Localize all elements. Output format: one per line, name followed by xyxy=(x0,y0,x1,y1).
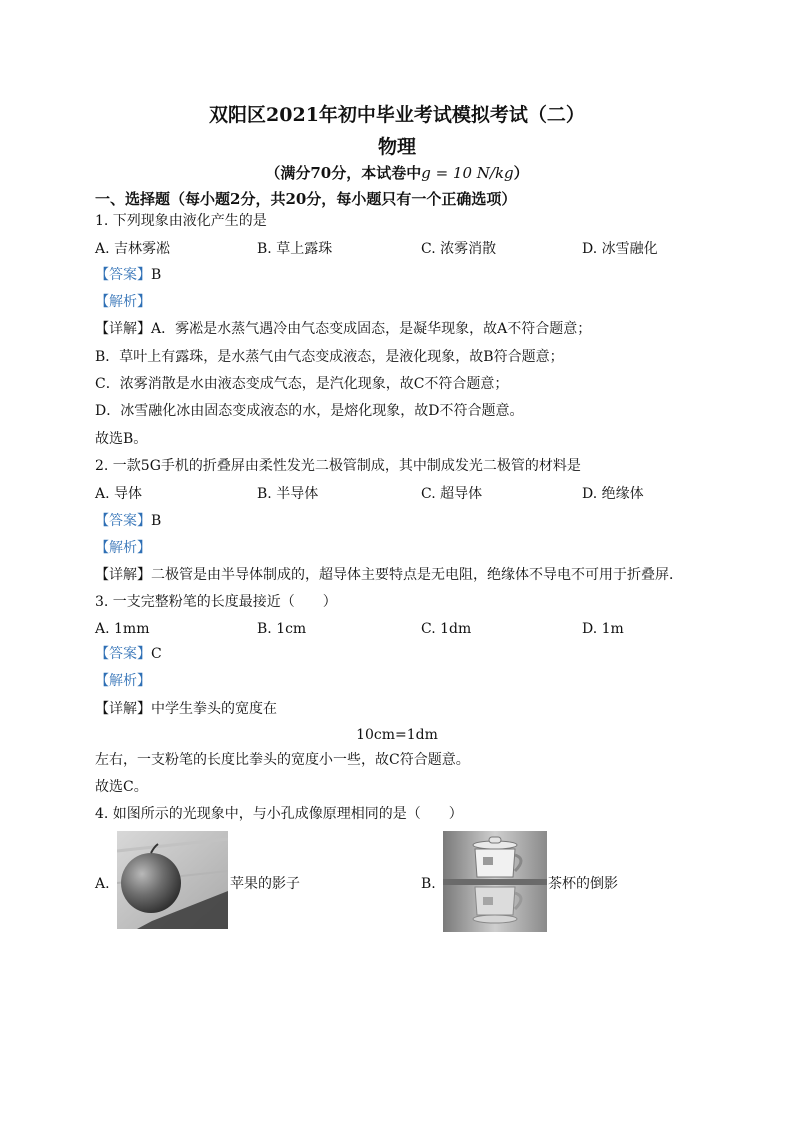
detail-text: A．雾凇是水蒸气遇冷由气态变成固态，是凝华现象，故A不符合题意； xyxy=(151,321,592,337)
q3-option-a: A. 1mm xyxy=(95,621,150,637)
detail-text: 二极管是由半导体制成的，超导体主要特点是无电阻，绝缘体不导电不可用于折叠屏． xyxy=(151,567,683,583)
q3-option-c: C. 1dm xyxy=(421,621,472,637)
detail-tag: 【详解】 xyxy=(95,567,151,583)
q3-option-d: D. 1m xyxy=(582,621,624,637)
q2-option-d: D. 绝缘体 xyxy=(582,486,644,502)
q2-option-a: A. 导体 xyxy=(95,486,143,502)
q1-detail-line-2: B．草叶上有露珠，是水蒸气由气态变成液态，是液化现象，故B符合题意； xyxy=(95,349,564,365)
answer-tag: 【答案】 xyxy=(95,646,151,662)
q1-option-c: C. 浓雾消散 xyxy=(421,241,497,257)
exam-note xyxy=(0,162,794,183)
q2-detail xyxy=(95,566,683,584)
note-formula: g = 10 N/kg xyxy=(421,164,514,182)
q3-analysis-tag: 【解析】 xyxy=(95,673,151,689)
q2-analysis-tag: 【解析】 xyxy=(95,540,151,556)
answer-tag: 【答案】 xyxy=(95,513,151,529)
answer-tag: 【答案】 xyxy=(95,267,151,283)
q3-option-b: B. 1cm xyxy=(257,621,307,637)
q1-answer xyxy=(95,266,161,284)
q1-analysis-tag: 【解析】 xyxy=(95,294,151,310)
q1-conclusion: 故选B。 xyxy=(95,431,148,447)
section-heading: 一、选择题（每小题2分，共20分，每小题只有一个正确选项） xyxy=(95,190,517,208)
q4-option-a-letter: A. xyxy=(95,876,110,892)
q1-option-b: B. 草上露珠 xyxy=(257,241,333,257)
note-prefix: （满分70分，本试卷中 xyxy=(265,164,422,182)
q3-conclusion: 故选C。 xyxy=(95,779,148,795)
q4-option-a-caption: 苹果的影子 xyxy=(230,876,300,892)
q2-option-c: C. 超导体 xyxy=(421,486,483,502)
answer-value: B xyxy=(151,513,162,529)
q2-option-b: B. 半导体 xyxy=(257,486,319,502)
q3-stem: 3. 一支完整粉笔的长度最接近（ ） xyxy=(95,594,337,610)
q2-stem: 2. 一款5G手机的折叠屏由柔性发光二极管制成，其中制成发光二极管的材料是 xyxy=(95,458,581,474)
detail-tag: 【详解】 xyxy=(95,321,151,337)
detail-tag: 【详解】 xyxy=(95,701,151,717)
apple-shadow-image xyxy=(117,831,228,929)
q3-formula: 10cm=1dm xyxy=(356,727,438,743)
teacup-reflection-photo xyxy=(443,831,547,932)
exam-title: 双阳区2021年初中毕业考试模拟考试（二） xyxy=(209,104,585,126)
q1-stem: 1. 下列现象由液化产生的是 xyxy=(95,213,267,229)
q3-answer xyxy=(95,645,162,663)
q1-detail-line-4: D．冰雪融化冰由固态变成液态的水，是熔化现象，故D不符合题意。 xyxy=(95,403,524,419)
teacup-reflection-image xyxy=(443,831,547,932)
q2-answer xyxy=(95,512,161,530)
q1-option-a: A. 吉林雾凇 xyxy=(95,241,171,257)
q4-stem: 4. 如图所示的光现象中，与小孔成像原理相同的是（ ） xyxy=(95,806,463,822)
q4-option-b-letter: B. xyxy=(421,876,436,892)
q3-detail-2: 左右，一支粉笔的长度比拳头的宽度小一些，故C符合题意。 xyxy=(95,752,470,768)
detail-text: 中学生拳头的宽度在 xyxy=(151,701,277,717)
apple-shadow-photo xyxy=(117,831,228,929)
q1-option-d: D. 冰雪融化 xyxy=(582,241,658,257)
q1-detail-line-3: C．浓雾消散是水由液态变成气态，是汽化现象，故C不符合题意； xyxy=(95,376,509,392)
q1-detail-line-1 xyxy=(95,320,591,338)
note-suffix: ） xyxy=(513,164,529,182)
subject-title: 物理 xyxy=(377,136,416,158)
answer-value: B xyxy=(151,267,162,283)
q4-option-b-caption: 茶杯的倒影 xyxy=(548,876,618,892)
answer-value: C xyxy=(151,646,162,662)
q3-detail xyxy=(95,700,277,718)
